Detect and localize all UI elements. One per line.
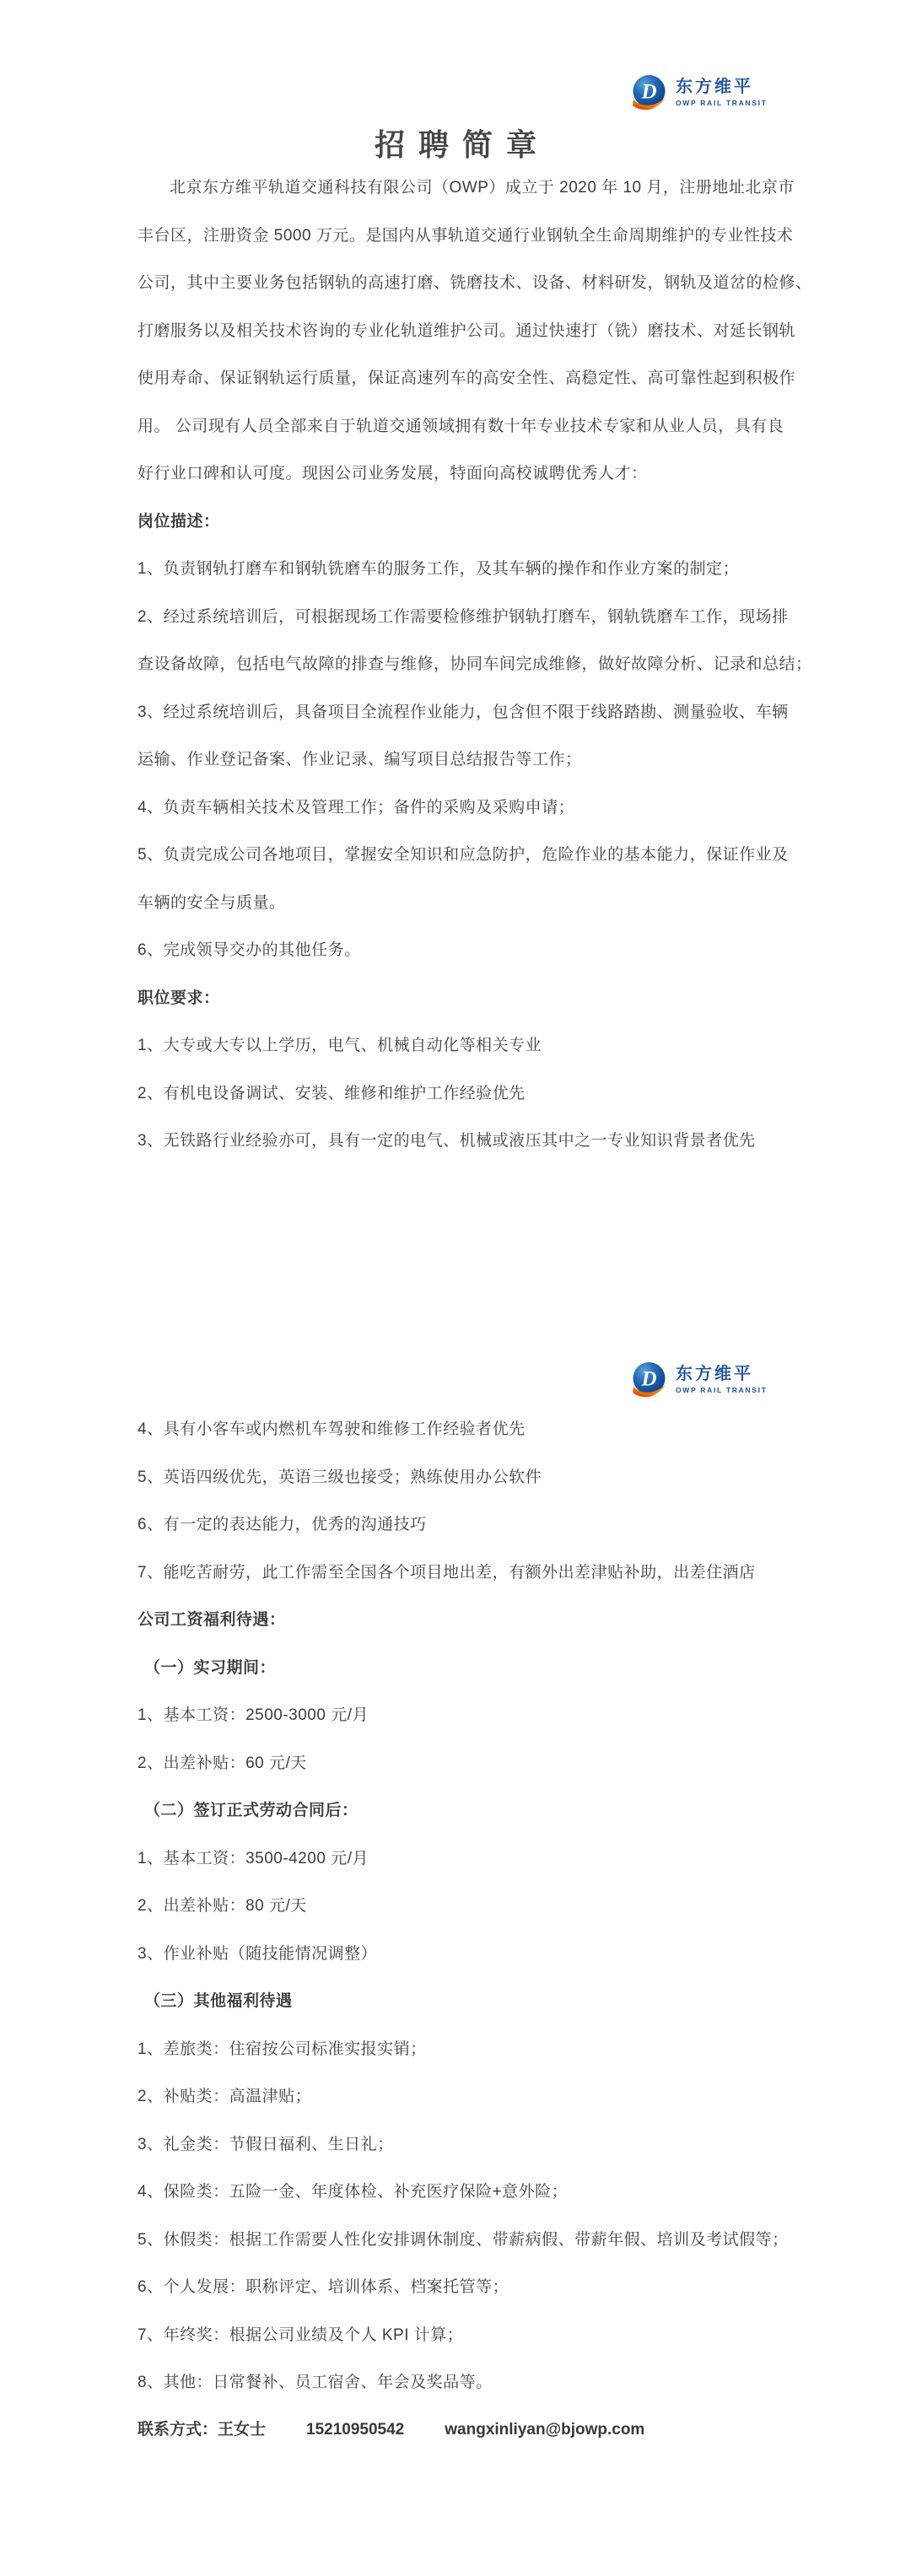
text-line: 7、年终奖：根据公司业绩及个人 KPI 计算； (137, 2325, 464, 2344)
text-line: 3、无铁路行业经验亦可，具有一定的电气、机械或液压其中之一专业知识背景者优先 (137, 1132, 756, 1150)
section-heading: 岗位描述： (137, 512, 220, 531)
owp-globe-icon (631, 74, 668, 111)
text-line: 2、有机电设备调试、安装、维修和维护工作经验优先 (137, 1084, 526, 1102)
text-line: 北京东方维平轨道交通科技有限公司（OWP）成立于 2020 年 10 月，注册地址北京市 (170, 179, 795, 197)
text-line: 好行业口碑和认可度。现因公司业务发展，特面向高校诚聘优秀人才： (137, 465, 648, 482)
text-line: 5、负责完成公司各地项目，掌握安全知识和应急防护，危险作业的基本能力，保证作业及 (137, 846, 789, 864)
text-line: 6、个人发展：职称评定、培训体系、档案托管等； (137, 2278, 509, 2296)
contact-label: 联系方式：王女士 (137, 2421, 267, 2439)
text-line: 3、作业补贴（随技能情况调整） (137, 1944, 378, 1963)
text-line: 2、补贴类：高温津贴； (137, 2088, 312, 2105)
text-line: 6、完成领导交办的其他任务。 (137, 941, 361, 959)
text-line: 4、保险类：五险一金、年度体检、补充医疗保险+意外险； (137, 2183, 569, 2201)
text-line: 打磨服务以及相关技术咨询的专业化轨道维护公司。通过快速打（铣）磨技术、对延长钢轨 (137, 321, 796, 340)
text-line: 3、经过系统培训后，具备项目全流程作业能力，包含但不限于线路踏勘、测量验收、车辆 (137, 703, 789, 721)
text-line: 2、出差补贴：80 元/天 (137, 1897, 307, 1915)
page2-body (137, 1406, 812, 2407)
text-line: 7、能吃苦耐劳，此工作需至全国各个项目地出差，有额外出差津贴补助，出差住酒店 (137, 1563, 756, 1582)
text-line: 8、其他：日常餐补、员工宿舍、年会及奖品等。 (137, 2374, 493, 2391)
owp-globe-icon (631, 1361, 668, 1398)
text-line: 车辆的安全与质量。 (137, 893, 286, 912)
svg-text:D: D (641, 80, 657, 104)
contact-line (137, 2406, 644, 2455)
text-line: 1、差旅类：住宿按公司标准实报实销； (137, 2040, 427, 2058)
text-line: 2、经过系统培训后，可根据现场工作需要检修维护钢轨打磨车，钢轨铣磨车工作，现场排 (137, 607, 789, 626)
company-logo (631, 74, 768, 111)
logo-cn-text: 东方维平 (676, 1365, 753, 1383)
logo-en-text: OWP RAIL TRANSIT (676, 99, 768, 107)
logo-wordmark (676, 1366, 768, 1394)
text-line: 1、大专或大专以上学历，电气、机械自动化等相关专业 (137, 1037, 542, 1054)
section-heading: （二）签订正式劳动合同后： (144, 1802, 358, 1819)
text-line: 丰台区，注册资金 5000 万元。是国内从事轨道交通行业钢轨全生命周期维护的专业性技术 (137, 226, 794, 245)
text-line: 运输、作业登记备案、作业记录、编写项目总结报告等工作； (137, 751, 582, 768)
text-line: 4、具有小客车或内燃机车驾驶和维修工作经验者优先 (137, 1420, 526, 1438)
text-line: 6、有一定的表达能力，优秀的沟通技巧 (137, 1516, 427, 1533)
logo-wordmark (676, 78, 768, 107)
text-line: 4、负责车辆相关技术及管理工作；备件的采购及采购申请； (137, 798, 575, 816)
text-line: 3、礼金类：节假日福利、生日礼； (137, 2135, 394, 2153)
text-line: 查设备故障，包括电气故障的排查与维修，协同车间完成维修，做好故障分析、记录和总结； (137, 655, 812, 673)
section-heading: （一）实习期间： (144, 1658, 277, 1677)
page1-body (137, 164, 812, 1166)
contact-email: wangxinliyan@bjowp.com (445, 2421, 645, 2439)
text-line: 1、基本工资：3500-4200 元/月 (137, 1849, 369, 1867)
section-heading: 职位要求： (137, 989, 220, 1007)
logo-cn-text: 东方维平 (676, 78, 753, 96)
text-line: 公司，其中主要业务包括钢轨的高速打磨、铣磨技术、设备、材料研发，钢轨及道岔的检修、 (137, 274, 812, 292)
section-heading: 公司工资福利待遇： (137, 1611, 286, 1629)
page-title: 招聘简章 (374, 127, 550, 162)
text-line: 5、休假类：根据工作需要人性化安排调休制度、带薪病假、带薪年假、培训及考试假等； (137, 2230, 789, 2249)
text-line: 5、英语四级优先，英语三级也接受；熟练使用办公软件 (137, 1468, 542, 1486)
logo-en-text: OWP RAIL TRANSIT (676, 1386, 768, 1394)
svg-text:D: D (641, 1367, 657, 1391)
text-line: 1、基本工资：2500-3000 元/月 (137, 1706, 369, 1724)
section-heading: （三）其他福利待遇 (144, 1992, 293, 2010)
contact-phone: 15210950542 (306, 2421, 405, 2439)
company-logo (631, 1361, 768, 1398)
text-line: 用。 公司现有人员全部来自于轨道交通领域拥有数十年专业技术专家和从业人员，具有良 (137, 417, 784, 435)
text-line: 使用寿命、保证钢轨运行质量，保证高速列车的高安全性、高稳定性、高可靠性起到积极作 (137, 369, 796, 387)
text-line: 2、出差补贴：60 元/天 (137, 1754, 307, 1772)
text-line: 1、负责钢轨打磨车和钢轨铣磨车的服务工作，及其车辆的操作和作业方案的制定； (137, 560, 740, 578)
